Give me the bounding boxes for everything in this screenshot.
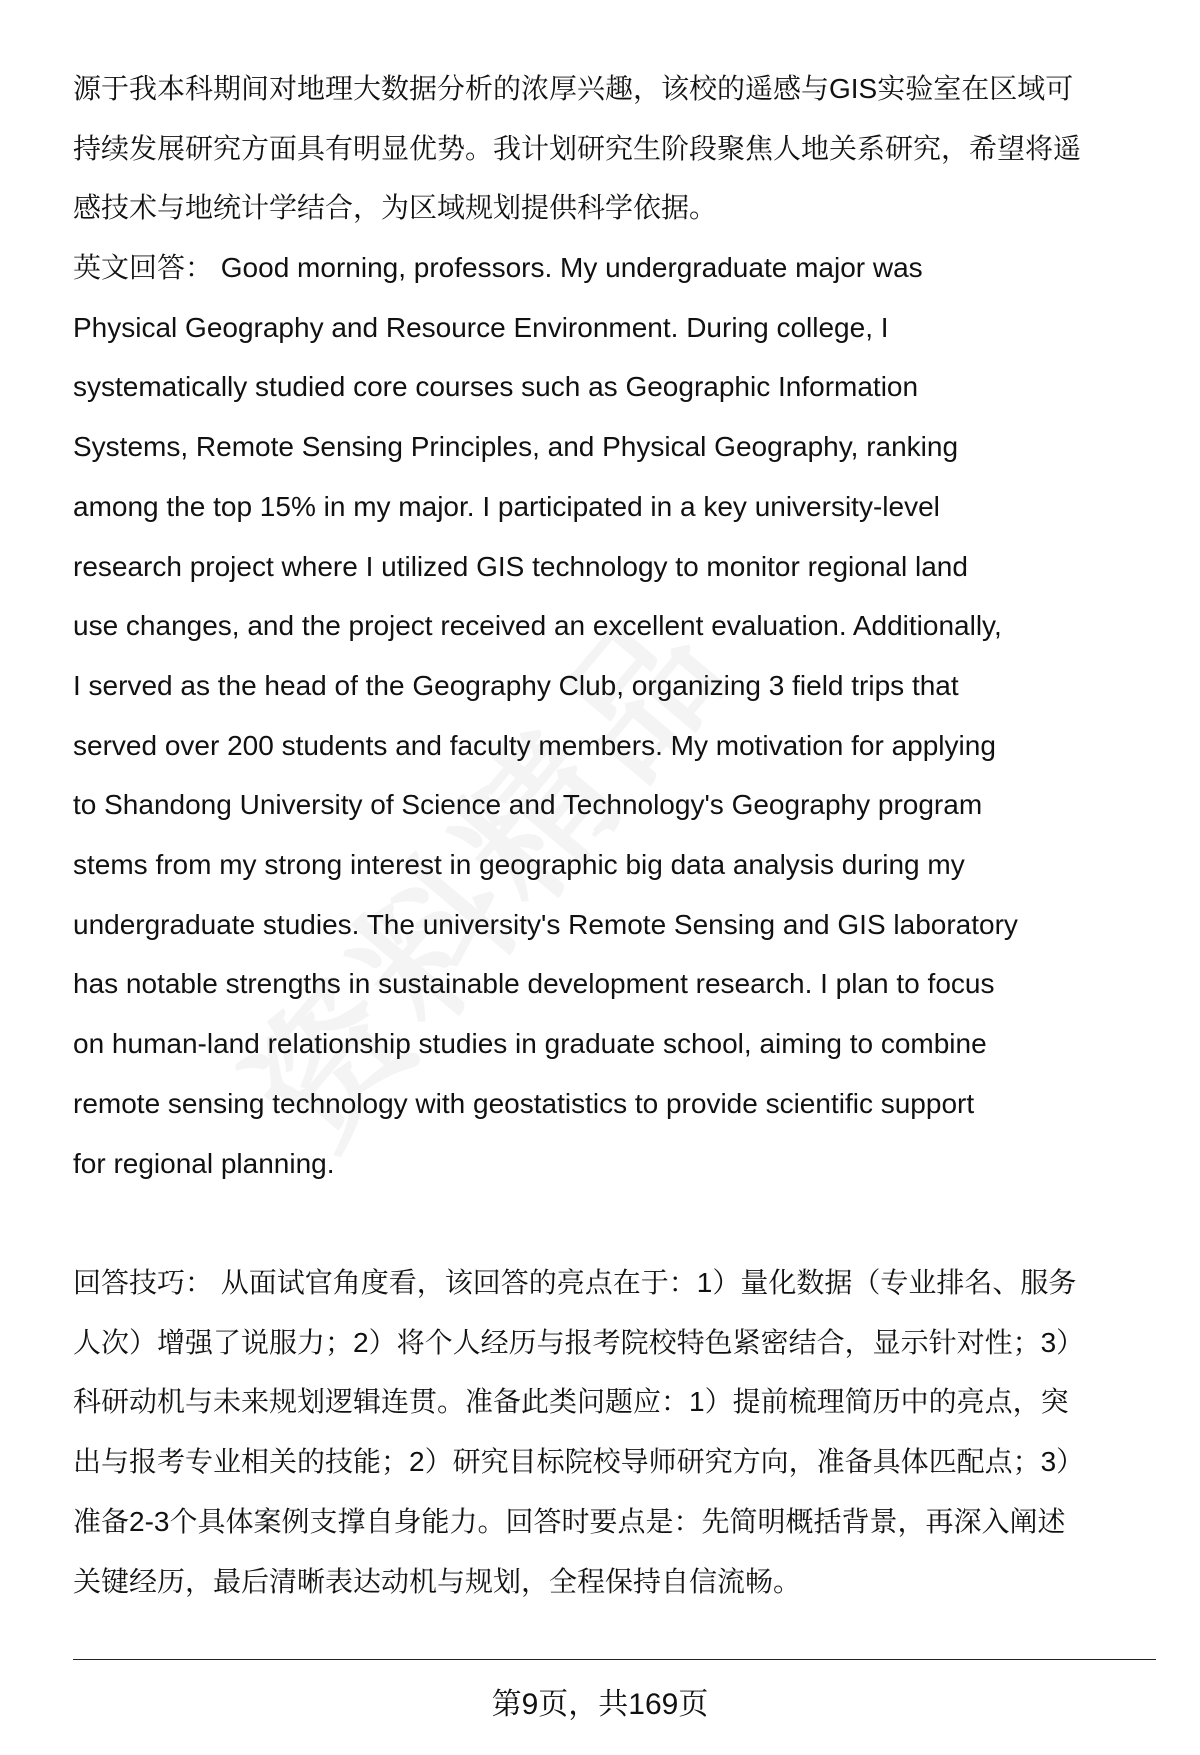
text-line: Systems, Remote Sensing Principles, and Physical Geography, ranking [73, 431, 959, 463]
footer-divider [73, 1659, 1156, 1660]
text-line: served over 200 students and faculty members. My motivation for applying [73, 729, 996, 761]
text-line: among the top 15% in my major. I participated in a key university-level [73, 490, 940, 522]
text-line: on human-land relationship studies in graduate school, aiming to combine [73, 1028, 987, 1060]
text-line: 回答技巧： 从面试官角度看，该回答的亮点在于：1）量化数据（专业排名、服务 [73, 1267, 1077, 1298]
text-line: for regional planning. [73, 1147, 335, 1179]
text-line: to Shandong University of Science and Technology's Geography program [73, 789, 983, 821]
text-line: 科研动机与未来规划逻辑连贯。准备此类问题应：1）提前梳理简历中的亮点，突 [73, 1386, 1069, 1418]
text-line: systematically studied core courses such as Geographic Information [73, 371, 919, 403]
text-line: 感技术与地统计学结合，为区域规划提供科学依据。 [73, 192, 718, 224]
text-line: 人次）增强了说服力；2）将个人经历与报考院校特色紧密结合，显示针对性；3） [73, 1326, 1085, 1358]
text-line: has notable strengths in sustainable development research. I plan to focus [73, 968, 995, 1000]
page-indicator: 第9页，共169页 [491, 1688, 709, 1721]
text-line: 出与报考专业相关的技能；2）研究目标院校导师研究方向，准备具体匹配点；3） [73, 1446, 1085, 1478]
text-line: 持续发展研究方面具有明显优势。我计划研究生阶段聚焦人地关系研究，希望将遥 [73, 132, 1082, 164]
text-line: 源于我本科期间对地理大数据分析的浓厚兴趣，该校的遥感与GIS实验室在区域可 [73, 73, 1074, 104]
text-line: Physical Geography and Resource Environment. During college, I [73, 311, 889, 343]
text-line: use changes, and the project received an excellent evaluation. Additionally, [73, 610, 1002, 642]
text-line: 关键经历，最后清晰表达动机与规划，全程保持自信流畅。 [73, 1565, 802, 1597]
text-line: I served as the head of the Geography Club, organizing 3 field trips that [73, 669, 959, 701]
text-line: remote sensing technology with geostatistics to provide scientific support [73, 1087, 975, 1119]
text-line: 英文回答： Good morning, professors. My undergraduate major was [73, 252, 923, 283]
text-line: research project where I utilized GIS technology to monitor regional land [73, 550, 968, 582]
text-line: stems from my strong interest in geographic big data analysis during my [73, 849, 965, 880]
text-line: 准备2-3个具体案例支撑自身能力。回答时要点是：先简明概括背景，再深入阐述 [73, 1505, 1066, 1537]
text-line: undergraduate studies. The university's Remote Sensing and GIS laboratory [73, 908, 1018, 940]
